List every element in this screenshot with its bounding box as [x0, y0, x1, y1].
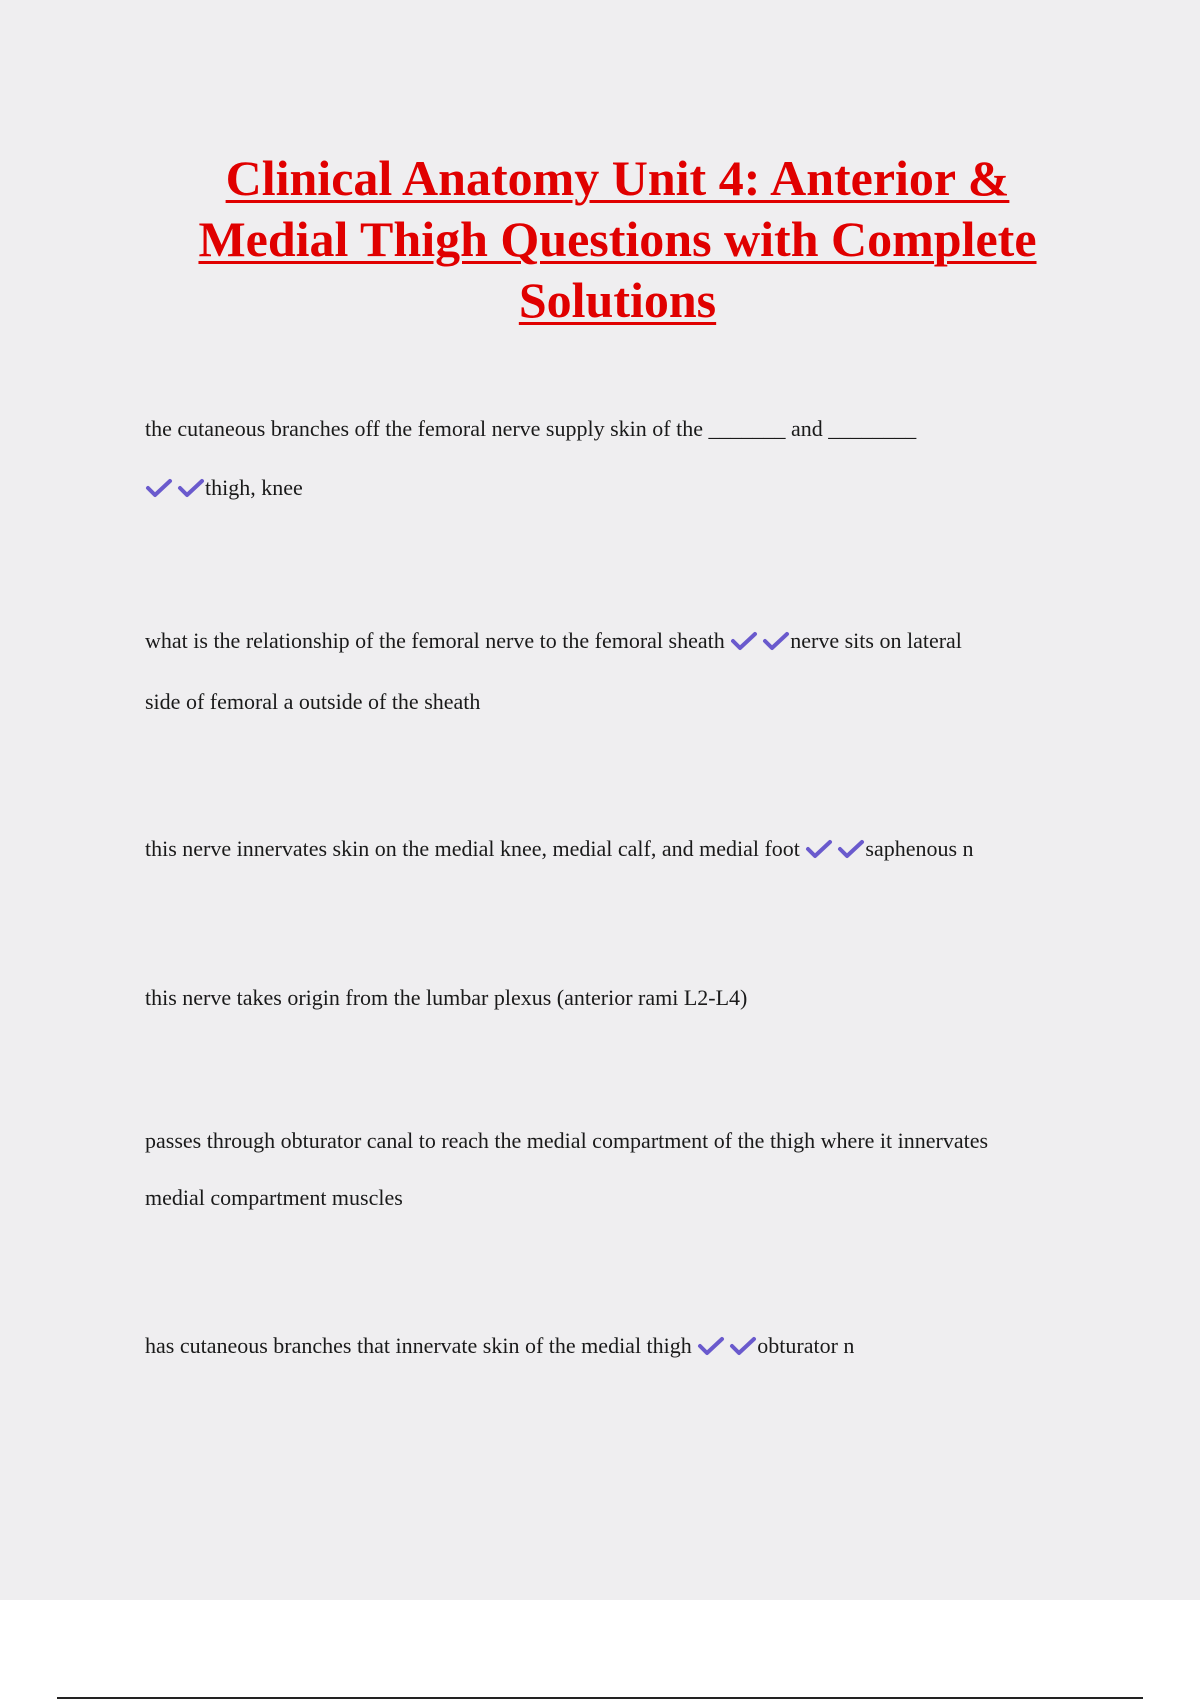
footer-divider [57, 1697, 1143, 1699]
question-text: the cutaneous branches off the femoral nerve supply skin of the _______ and ________ [145, 416, 917, 441]
checkmark-icon [762, 630, 790, 652]
checkmark-icon [730, 630, 758, 652]
question-text: this nerve takes origin from the lumbar plexus (anterior rami L2-L4) [145, 985, 748, 1010]
checkmark-icon [837, 838, 865, 860]
question-3 [145, 835, 974, 863]
checkmark-icon [729, 1335, 757, 1357]
question-5 [145, 1127, 988, 1155]
question-1 [145, 415, 916, 443]
question-4 [145, 984, 747, 1012]
answer-text: obturator n [757, 1333, 855, 1358]
title-line-1: Clinical Anatomy Unit 4: Anterior & [225, 150, 1010, 206]
question-text: passes through obturator canal to reach the medial compartment of the thigh where it innervates [145, 1128, 989, 1153]
question-6 [145, 1332, 854, 1360]
answer-continuation-text: side of femoral a outside of the sheath [145, 689, 481, 714]
question-text: what is the relationship of the femoral nerve to the femoral sheath [145, 628, 725, 653]
checkmark-icon [805, 838, 833, 860]
question-text: has cutaneous branches that innervate skin of the medial thigh [145, 1333, 692, 1358]
question-2 [145, 627, 962, 655]
answer-text: nerve sits on lateral [790, 628, 962, 653]
document-title [120, 148, 1115, 331]
answer-text: thigh, knee [205, 475, 303, 500]
question-continuation-text: medial compartment muscles [145, 1185, 403, 1210]
answer-1 [145, 474, 303, 502]
checkmark-icon [145, 477, 173, 499]
title-line-3: Solutions [518, 272, 717, 328]
question-5-continuation [145, 1184, 403, 1212]
checkmark-icon [697, 1335, 725, 1357]
question-text: this nerve innervates skin on the medial knee, medial calf, and medial foot [145, 836, 800, 861]
title-line-2: Medial Thigh Questions with Complete [198, 211, 1037, 267]
checkmark-icon [177, 477, 205, 499]
answer-2-continuation [145, 688, 480, 716]
answer-text: saphenous n [865, 836, 974, 861]
